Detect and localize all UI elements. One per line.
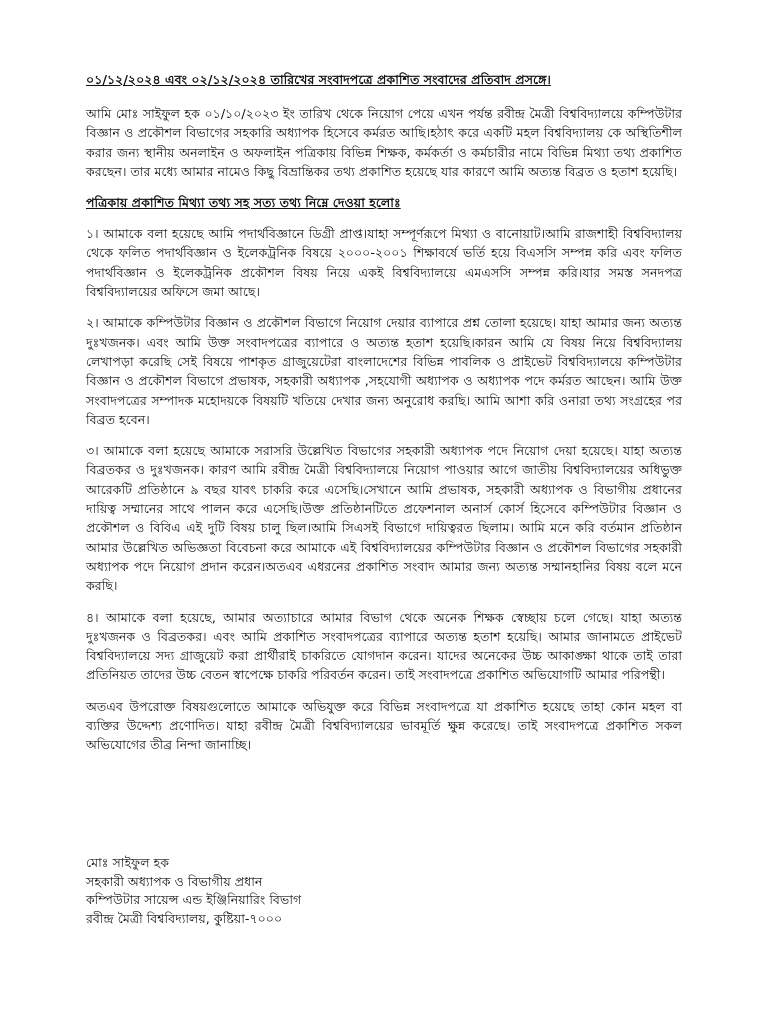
letter-title: ০১/১২/২০২৪ এবং ০২/১২/২০২৪ তারিখের সংবাদপত্রে প্রকাশিত সংবাদের প্রতিবাদ প্রসঙ্গে। xyxy=(86,72,551,87)
letter-body xyxy=(86,70,682,767)
signature-block xyxy=(86,854,682,929)
signatory-department: কম্পিউটার সায়েন্স এন্ড ইঞ্জিনিয়ারিং বিভাগ xyxy=(86,892,302,908)
point-4-paragraph: ৪। আমাকে বলা হয়েছে, আমার অত্যাচারে আমার বিভাগ থেকে অনেক শিক্ষক স্বেচ্ছায় চলে গেছে। যাহা অত্যন্ত দুঃখজনক ও বিব্রতকর। এবং আমি প্রকাশিত সংবাদপত্রের ব্যাপারে অত্যন্ত হতাশ হয়েছি। আমার জানামতে প্রাইভেট বিশ্ববিদ্যালয়ে সদ্য গ্রাজুয়েট করা প্রার্থীরাই চাকরিতে যোগদান করেন। যাদের অনেকের উচ্চ আকাঙ্ক্ষা থাকে তাই তারা প্রতিনিয়ত তাদের উচ্চ বেতন স্বাপেক্ষে চাকরি পরিবর্তন করেন। তাই সংবাদপত্রে প্রকাশিত অভিযোগটি আমার পরিপন্থী। xyxy=(86,609,682,683)
intro-paragraph: আমি মোঃ সাইফুল হক ০১/১০/২০২৩ ইং তারিখ থেকে নিয়োগ পেয়ে এখন পর্যন্ত রবীন্দ্র মৈত্রী বিশ্ববিদ্যালয়ে কম্পিউটার বিজ্ঞান ও প্রকৌশল বিভাগের সহকারি অধ্যাপক হিসেবে কর্মরত আছি।হঠাৎ করে একটি মহল বিশ্ববিদ্যালয় কে অস্থিতিশীল করার জন্য স্থানীয় অনলাইন ও অফলাইন পত্রিকায় বিভিন্ন শিক্ষক, কর্মকর্তা ও কর্মচারীর নামে বিভিন্ন মিথ্যা তথ্য প্রকাশিত করছেন। তার মধ্যে আমার নামেও কিছু বিভ্রান্তিকর তথ্য প্রকাশিত হয়েছে যার কারণে আমি অত্যন্ত বিব্রত ও হতাশ হয়েছি। xyxy=(86,106,683,179)
section-subheading: পত্রিকায় প্রকাশিত মিথ্যা তথ্য সহ সত্য তথ্য নিম্নে দেওয়া হলোঃ xyxy=(86,195,401,211)
signatory-name: মোঃ সাইফুল হক xyxy=(86,855,170,870)
point-1-paragraph: ১। আমাকে বলা হয়েছে আমি পদার্থবিজ্ঞানে ডিগ্রী প্রাপ্ত।যাহা সম্পূর্ণরূপে মিথ্যা ও বানোয়াট।আমি রাজশাহী বিশ্ববিদ্যালয় থেকে ফলিত পদার্থবিজ্ঞান ও ইলেকট্রনিক বিষয়ে ২০০০-২০০১ শিক্ষাবর্ষে ভর্তি হয়ে বিএসসি সম্পন্ন করি এবং ফলিত পদার্থবিজ্ঞান ও ইলেকট্রনিক প্রকৌশল বিষয় নিয়ে একই বিশ্ববিদ্যালয়ে এমএসসি সম্পন্ন করি।যার সমস্ত সনদপত্র বিশ্ববিদ্যালয়ের অফিসে জমা আছে। xyxy=(86,226,682,300)
signatory-designation: সহকারী অধ্যাপক ও বিভাগীয় প্রধান xyxy=(86,873,263,889)
signatory-institution: রবীন্দ্র মৈত্রী বিশ্ববিদ্যালয়, কুষ্টিয়া-৭০০০ xyxy=(86,911,283,927)
point-2-paragraph: ২। আমাকে কম্পিউটার বিজ্ঞান ও প্রকৌশল বিভাগে নিয়োগ দেয়ার ব্যাপারে প্রশ্ন তোলা হয়েছে। যাহা আমার জন্য অত্যন্ত দুঃখজনক। এবং আমি উক্ত সংবাদপত্রের ব্যাপারে ও অত্যন্ত হতাশ হয়েছি।কারন আমি যে বিষয় নিয়ে বিশ্ববিদ্যালয় লেখাপড়া করেছি সেই বিষয়ে পাশকৃত গ্রাজুয়েটেরা বাংলাদেশের বিভিন্ন পাবলিক ও প্রাইভেট বিশ্ববিদ্যালয়ে কম্পিউটার বিজ্ঞান ও প্রকৌশল বিভাগে প্রভাষক, সহকারী অধ্যাপক ,সহযোগী অধ্যাপক ও অধ্যাপক পদে কর্মরত আছেন। আমি উক্ত সংবাদপত্রের সম্পাদক মহোদয়কে বিষয়টি খতিয়ে দেখার জন্য অনুরোধ করছি। আমি আশা করি ওনারা তথ্য সংগ্রহের পর বিব্রত হবেন। xyxy=(86,315,683,427)
point-3-paragraph: ৩। আমাকে বলা হয়েছে আমাকে সরাসরি উল্লেখিত বিভাগের সহকারী অধ্যাপক পদে নিয়োগ দেয়া হয়েছে। যাহা অত্যন্ত বিব্রতকর ও দুঃখজনক। কারণ আমি রবীন্দ্র মৈত্রী বিশ্ববিদ্যালয়ে নিয়োগ পাওয়ার আগে জাতীয় বিশ্ববিদ্যালয়ের অধিভুক্ত আরেকটি প্রতিষ্ঠানে ৯ বছর যাবৎ চাকরি করে এসেছি।সেখানে আমি প্রভাষক, সহকারী অধ্যাপক ও বিভাগীয় প্রধানের দায়িত্ব সম্মানের সাথে পালন করে এসেছি।উক্ত প্রতিষ্ঠানটিতে প্রফেশনাল অনার্স কোর্স হিসেবে কম্পিউটার বিজ্ঞান ও প্রকৌশল ও বিবিএ এই দুটি বিষয় চালু ছিল।আমি সিএসই বিভাগে দায়িত্বরত ছিলাম। আমি মনে করি বর্তমান প্রতিষ্ঠান আমার উল্লেখিত অভিজ্ঞতা বিবেচনা করে আমাকে এই বিশ্ববিদ্যালয়ের কম্পিউটার বিজ্ঞান ও প্রকৌশল বিভাগের সহকারী অধ্যাপক পদে নিয়োগ প্রদান করেন।অতএব এধরনের প্রকাশিত সংবাদ আমার জন্য অত্যন্ত সম্মানহানির বিষয় বলে মনে করছি। xyxy=(86,443,682,594)
conclusion-paragraph: অতএব উপরোক্ত বিষয়গুলোতে আমাকে অভিযুক্ত করে বিভিন্ন সংবাদপত্রে যা প্রকাশিত হয়েছে তাহা কোন মহল বা ব্যক্তির উদ্দেশ্য প্রণোদিত। যাহা রবীন্দ্র মৈত্রী বিশ্ববিদ্যালয়ের ভাবমূর্তি ক্ষুন্ন করেছে। তাই সংবাদপত্রে প্রকাশিত সকল অভিযোগের তীব্র নিন্দা জানাচ্ছি। xyxy=(86,698,682,753)
